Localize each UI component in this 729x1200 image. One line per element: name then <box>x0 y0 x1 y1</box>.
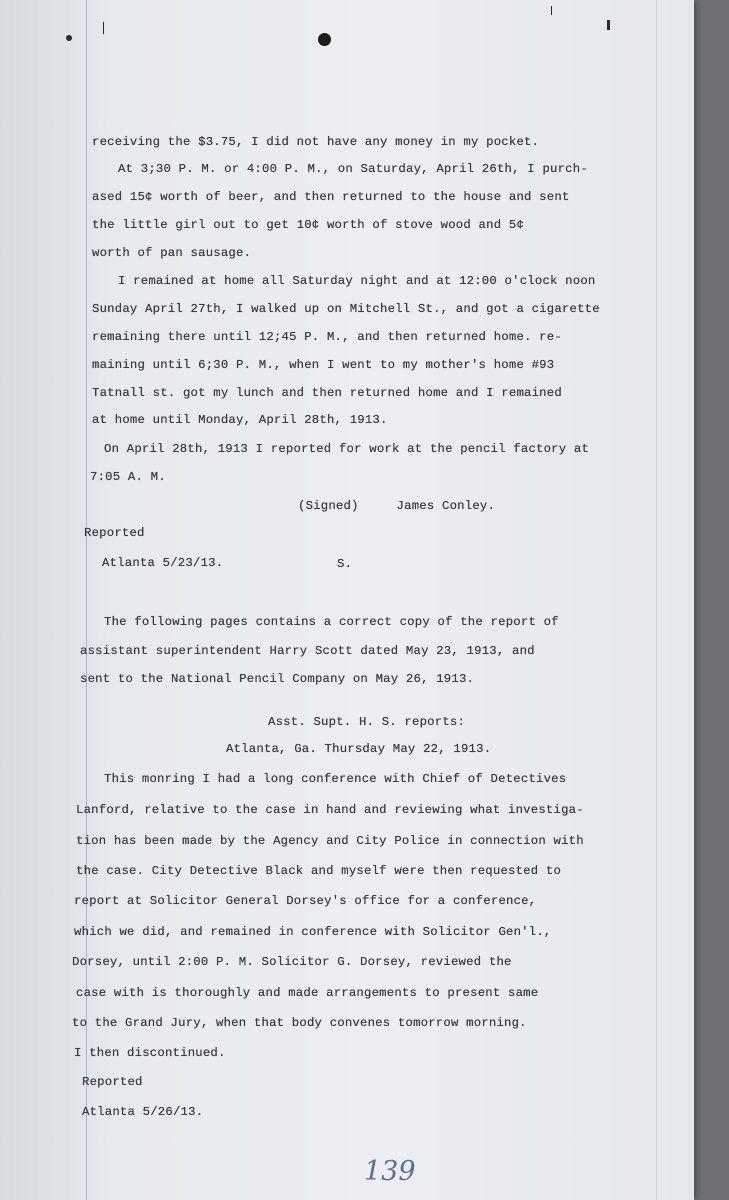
text-line: the little girl out to get 10¢ worth of stove wood and 5¢ <box>92 218 525 232</box>
punch-hole <box>318 33 331 46</box>
ink-mark <box>103 22 104 34</box>
text-line: sent to the National Pencil Company on May 26, 1913. <box>80 672 475 686</box>
initial-mark: S. <box>337 557 353 571</box>
text-line: which we did, and remained in conference with Solicitor Gen'l., <box>74 925 552 939</box>
signature-line: (Signed) James Conley. <box>298 499 496 513</box>
page-number: 139 <box>364 1156 416 1187</box>
text-line: the case. City Detective Black and myself were then requested to <box>76 864 562 878</box>
text-line: Atlanta 5/26/13. <box>82 1105 204 1119</box>
text-line: This monring I had a long conference with Chief of Detectives <box>104 772 567 786</box>
text-line: maining until 6;30 P. M., when I went to my mother's home #93 <box>92 358 555 372</box>
text-line: Tatnall st. got my lunch and then returned home and I remained <box>92 386 562 400</box>
text-line: tion has been made by the Agency and City Police in connection with <box>76 834 584 848</box>
text-line: remaining there until 12;45 P. M., and then returned home. re- <box>92 330 562 344</box>
text-line: Lanford, relative to the case in hand and reviewing what investiga- <box>76 803 584 817</box>
text-line: Dorsey, until 2:00 P. M. Solicitor G. Dorsey, reviewed the <box>72 955 512 969</box>
text-line: Sunday April 27th, I walked up on Mitchell St., and got a cigarette <box>92 302 600 316</box>
text-line: receiving the $3.75, I did not have any money in my pocket. <box>92 135 540 149</box>
ink-speck <box>66 35 72 41</box>
text-line: report at Solicitor General Dorsey's office for a conference, <box>74 894 537 908</box>
text-line: The following pages contains a correct copy of the report of <box>104 615 559 629</box>
ink-mark-3 <box>607 20 610 30</box>
text-line: assistant superintendent Harry Scott dated May 23, 1913, and <box>80 644 535 658</box>
text-line: I remained at home all Saturday night and at 12:00 o'clock noon <box>118 274 596 288</box>
report-date: Atlanta, Ga. Thursday May 22, 1913. <box>226 742 492 756</box>
ink-mark-2 <box>551 6 552 15</box>
right-margin-rule <box>656 0 657 1200</box>
report-heading: Asst. Supt. H. S. reports: <box>268 715 466 729</box>
text-line: On April 28th, 1913 I reported for work at the pencil factory at <box>104 442 590 456</box>
text-line: to the Grand Jury, when that body convenes tomorrow morning. <box>72 1016 527 1030</box>
text-line: At 3;30 P. M. or 4:00 P. M., on Saturday, April 26th, I purch- <box>118 162 588 176</box>
text-line: worth of pan sausage. <box>92 246 252 260</box>
text-line: Reported <box>84 526 145 540</box>
text-line: Atlanta 5/23/13. <box>102 556 224 570</box>
text-line: 7:05 A. M. <box>90 470 166 484</box>
text-line: at home until Monday, April 28th, 1913. <box>92 413 388 427</box>
text-line: case with is thoroughly and made arrangements to present same <box>76 986 539 1000</box>
text-line: I then discontinued. <box>74 1046 226 1060</box>
text-line: ased 15¢ worth of beer, and then returned to the house and sent <box>92 190 570 204</box>
text-line: Reported <box>82 1075 143 1089</box>
